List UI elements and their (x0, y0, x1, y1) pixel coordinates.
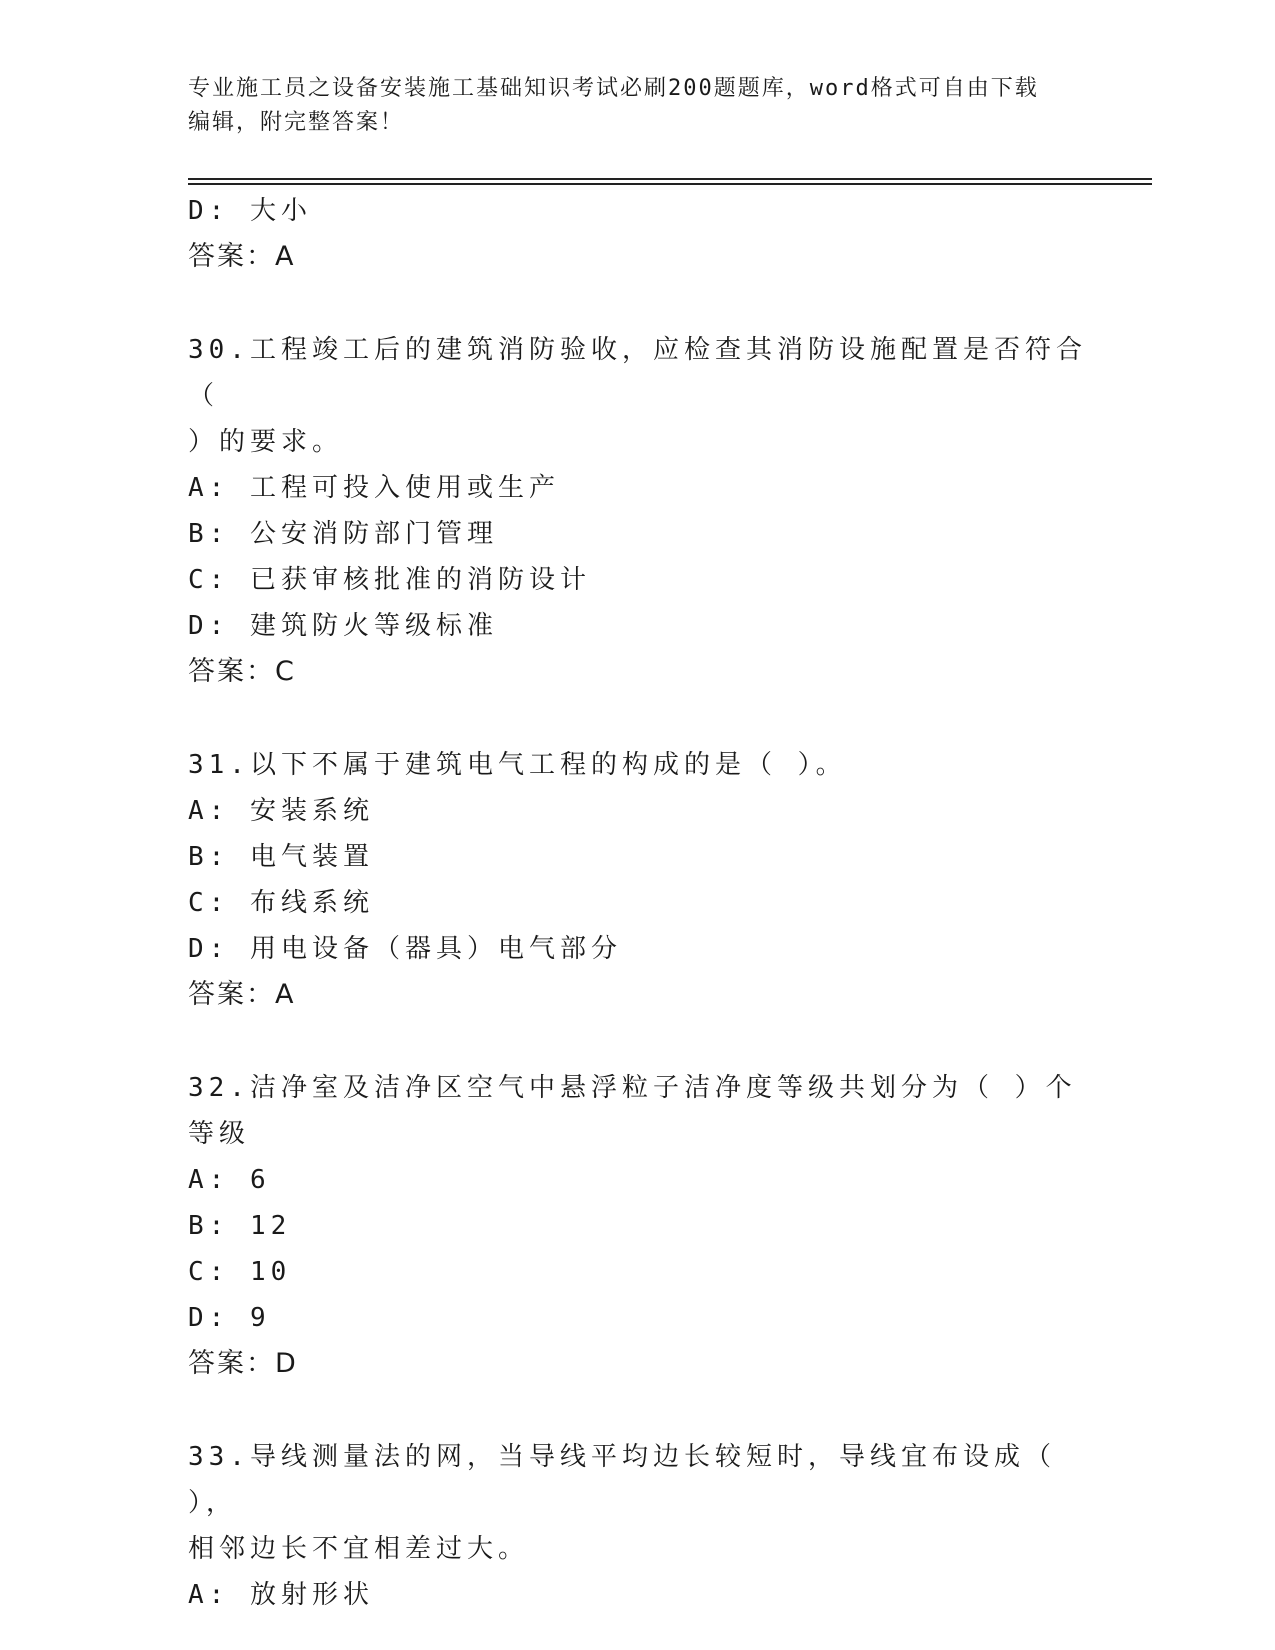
answer-line: 答案：A (188, 979, 296, 1010)
question-30 (188, 327, 1088, 695)
question-31 (188, 742, 1088, 1018)
question-text-continued: ）的要求。 (188, 427, 344, 457)
option-a: A: 6 (188, 1165, 271, 1195)
answer-line: 答案：C (188, 656, 296, 687)
option-a: A: 工程可投入使用或生产 (188, 473, 560, 503)
spacer (188, 1018, 1088, 1065)
question-33 (188, 1434, 1088, 1618)
spacer (188, 695, 1088, 742)
header-line-1: 专业施工员之设备安装施工基础知识考试必刷200题题库，word格式可自由下载 (188, 76, 1039, 101)
header-divider-bottom (188, 183, 1152, 185)
option-d: D: 9 (188, 1303, 271, 1333)
option-d: D: 用电设备（器具）电气部分 (188, 934, 622, 964)
question-text: 33.导线测量法的网，当导线平均边长较短时，导线宜布设成（ ）， (188, 1442, 1056, 1518)
question-text: 31.以下不属于建筑电气工程的构成的是（ ）。 (188, 750, 847, 780)
question-text-continued: 相邻边长不宜相差过大。 (188, 1534, 530, 1564)
option-b: B: 12 (188, 1211, 292, 1241)
header-divider-top (188, 178, 1152, 180)
option-d: D: 大小 (188, 196, 312, 226)
question-list (188, 188, 1088, 1618)
option-c: C: 布线系统 (188, 888, 374, 918)
document-header (188, 72, 1068, 140)
question-32 (188, 1065, 1088, 1387)
option-b: B: 公安消防部门管理 (188, 519, 498, 549)
option-b: B: 电气装置 (188, 842, 374, 872)
question-text: 32.洁净室及洁净区空气中悬浮粒子洁净度等级共划分为（ ）个等级 (188, 1073, 1077, 1149)
spacer (188, 1387, 1088, 1434)
option-d: D: 建筑防火等级标准 (188, 611, 498, 641)
option-c: C: 10 (188, 1257, 292, 1287)
header-line-2: 编辑，附完整答案！ (188, 110, 405, 135)
option-a: A: 安装系统 (188, 796, 374, 826)
answer-line: 答案：A (188, 241, 296, 272)
answer-line: 答案：D (188, 1348, 298, 1379)
option-a: A: 放射形状 (188, 1580, 374, 1610)
question-text: 30.工程竣工后的建筑消防验收，应检查其消防设施配置是否符合（ (188, 335, 1087, 411)
option-c: C: 已获审核批准的消防设计 (188, 565, 591, 595)
spacer (188, 280, 1088, 327)
